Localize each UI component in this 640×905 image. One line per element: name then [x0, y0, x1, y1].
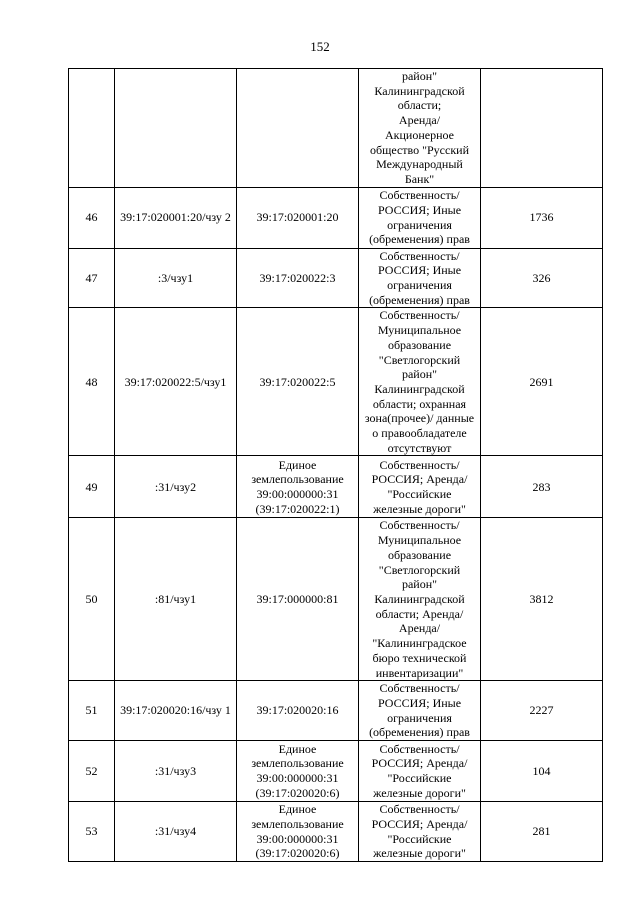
rights-line: железные дороги": [373, 846, 466, 861]
rights-line: ограничения: [387, 217, 452, 232]
table-row: [69, 518, 603, 681]
rights-line: Собственность/: [379, 457, 460, 472]
rights-line: Собственность/: [379, 741, 460, 756]
rights-line: образование: [387, 337, 452, 352]
cadastral-line: 39:17:020022:3: [259, 270, 336, 285]
zone-id-cell: [115, 69, 237, 188]
rights-line: Банк": [404, 171, 435, 186]
rights-line: Акционерное: [385, 127, 454, 142]
row-number-cell: 51: [69, 681, 115, 741]
zone-id-cell: 39:17:020020:16/чзу 1: [115, 681, 237, 741]
cadastral-line: 39:00:000000:31: [256, 771, 339, 786]
rights-cell: [359, 69, 481, 188]
area-cell: 3812: [481, 518, 603, 681]
rights-line: (обременения) прав: [369, 725, 470, 740]
rights-cell: [359, 248, 481, 308]
rights-line: железные дороги": [373, 501, 466, 516]
rights-line: район": [401, 367, 438, 382]
cadastral-number-cell: [237, 741, 359, 802]
rights-line: Калининградской: [374, 83, 465, 98]
cadastral-number-cell: [237, 518, 359, 681]
zone-id-cell: 39:17:020022:5/чзу1: [115, 308, 237, 456]
cadastral-line: 39:00:000000:31: [256, 831, 339, 846]
row-number-cell: 53: [69, 802, 115, 862]
row-number-cell: 52: [69, 741, 115, 802]
table-row: [69, 187, 603, 248]
cadastral-line: (39:17:020022:1): [255, 501, 340, 516]
cadastral-line: (39:17:020020:6): [255, 846, 340, 861]
rights-line: "Российские: [387, 771, 452, 786]
table-body: [69, 69, 603, 862]
rights-line: отсутствуют: [387, 440, 452, 455]
rights-line: РОССИЯ; Аренда/: [371, 756, 468, 771]
rights-line: РОССИЯ; Аренда/: [371, 472, 468, 487]
row-number-cell: [69, 69, 115, 188]
area-cell: 104: [481, 741, 603, 802]
rights-line: район": [401, 577, 438, 592]
cadastral-line: Единое: [278, 802, 317, 817]
rights-line: Муниципальное: [377, 323, 462, 338]
rights-line: РОССИЯ; Иные: [377, 202, 462, 217]
rights-line: о правообладателе: [372, 426, 467, 441]
table-row: [69, 456, 603, 518]
table-row: [69, 802, 603, 862]
table-row: [69, 308, 603, 456]
zone-id-cell: :81/чзу1: [115, 518, 237, 681]
table-row: [69, 69, 603, 188]
rights-line: области; охранная: [372, 396, 467, 411]
cadastral-line: 39:17:020020:16: [256, 703, 339, 718]
row-number-cell: 47: [69, 248, 115, 308]
table-row: [69, 248, 603, 308]
rights-line: зона(прочее)/ данные: [364, 411, 475, 426]
area-cell: 281: [481, 802, 603, 862]
cadastral-line: землепользование: [251, 472, 344, 487]
table-row: [69, 681, 603, 741]
zone-id-cell: :31/чзу4: [115, 802, 237, 862]
area-cell: 2227: [481, 681, 603, 741]
rights-line: области; Аренда/: [375, 606, 464, 621]
cadastral-line: 39:17:000000:81: [256, 591, 339, 606]
area-cell: [481, 69, 603, 188]
zone-id-cell: :31/чзу2: [115, 456, 237, 518]
rights-line: инвентаризации": [375, 665, 464, 680]
zone-id-cell: :3/чзу1: [115, 248, 237, 308]
rights-line: ограничения: [387, 278, 452, 293]
rights-line: железные дороги": [373, 785, 466, 800]
cadastral-number-cell: [237, 187, 359, 248]
rights-cell: [359, 681, 481, 741]
cadastral-line: 39:17:020001:20: [256, 210, 339, 225]
table-row: [69, 741, 603, 802]
rights-line: Собственность/: [379, 681, 460, 696]
rights-line: "Российские: [387, 486, 452, 501]
zone-id-cell: 39:17:020001:20/чзу 2: [115, 187, 237, 248]
row-number-cell: 46: [69, 187, 115, 248]
rights-line: (обременения) прав: [369, 292, 470, 307]
rights-line: Собственность/: [379, 802, 460, 817]
rights-line: Международный: [376, 157, 463, 172]
area-cell: 326: [481, 248, 603, 308]
rights-line: РОССИЯ; Иные: [377, 263, 462, 278]
rights-line: Собственность/: [379, 188, 460, 203]
row-number-cell: 48: [69, 308, 115, 456]
rights-line: РОССИЯ; Аренда/: [371, 816, 468, 831]
rights-line: район": [401, 69, 438, 83]
rights-cell: [359, 308, 481, 456]
rights-cell: [359, 456, 481, 518]
rights-line: бюро технической: [372, 650, 467, 665]
rights-line: ограничения: [387, 710, 452, 725]
rights-line: "Светлогорский: [378, 562, 461, 577]
rights-line: Собственность/: [379, 248, 460, 263]
cadastral-number-cell: [237, 69, 359, 188]
cadastral-line: землепользование: [251, 756, 344, 771]
cadastral-line: 39:17:020022:5: [259, 374, 336, 389]
rights-line: образование: [387, 547, 452, 562]
page-number: 152: [310, 39, 330, 54]
cadastral-number-cell: [237, 308, 359, 456]
rights-cell: [359, 518, 481, 681]
area-cell: 283: [481, 456, 603, 518]
cadastral-number-cell: [237, 248, 359, 308]
rights-cell: [359, 741, 481, 802]
row-number-cell: 50: [69, 518, 115, 681]
cadastral-number-cell: [237, 456, 359, 518]
cadastral-line: 39:00:000000:31: [256, 486, 339, 501]
rights-line: Аренда/: [398, 621, 441, 636]
rights-cell: [359, 802, 481, 862]
rights-line: Калининградской: [374, 381, 465, 396]
rights-line: общество "Русский: [369, 142, 470, 157]
rights-line: Собственность/: [379, 518, 460, 533]
cadastral-number-cell: [237, 681, 359, 741]
rights-cell: [359, 187, 481, 248]
rights-line: Калининградской: [374, 591, 465, 606]
cadastral-line: Единое: [278, 741, 317, 756]
area-cell: 1736: [481, 187, 603, 248]
rights-line: "Светлогорский: [378, 352, 461, 367]
cadastral-line: Единое: [278, 457, 317, 472]
area-cell: 2691: [481, 308, 603, 456]
zone-id-cell: :31/чзу3: [115, 741, 237, 802]
rights-line: "Калининградское: [372, 636, 467, 651]
rights-line: РОССИЯ; Иные: [377, 695, 462, 710]
rights-line: Муниципальное: [377, 533, 462, 548]
land-plots-table: [68, 68, 603, 862]
row-number-cell: 49: [69, 456, 115, 518]
rights-line: "Российские: [387, 831, 452, 846]
rights-line: Аренда/: [398, 113, 441, 128]
rights-line: области;: [397, 98, 442, 113]
cadastral-number-cell: [237, 802, 359, 862]
cadastral-line: (39:17:020020:6): [255, 785, 340, 800]
rights-line: Собственность/: [379, 308, 460, 323]
rights-line: (обременения) прав: [369, 232, 470, 247]
cadastral-line: землепользование: [251, 816, 344, 831]
